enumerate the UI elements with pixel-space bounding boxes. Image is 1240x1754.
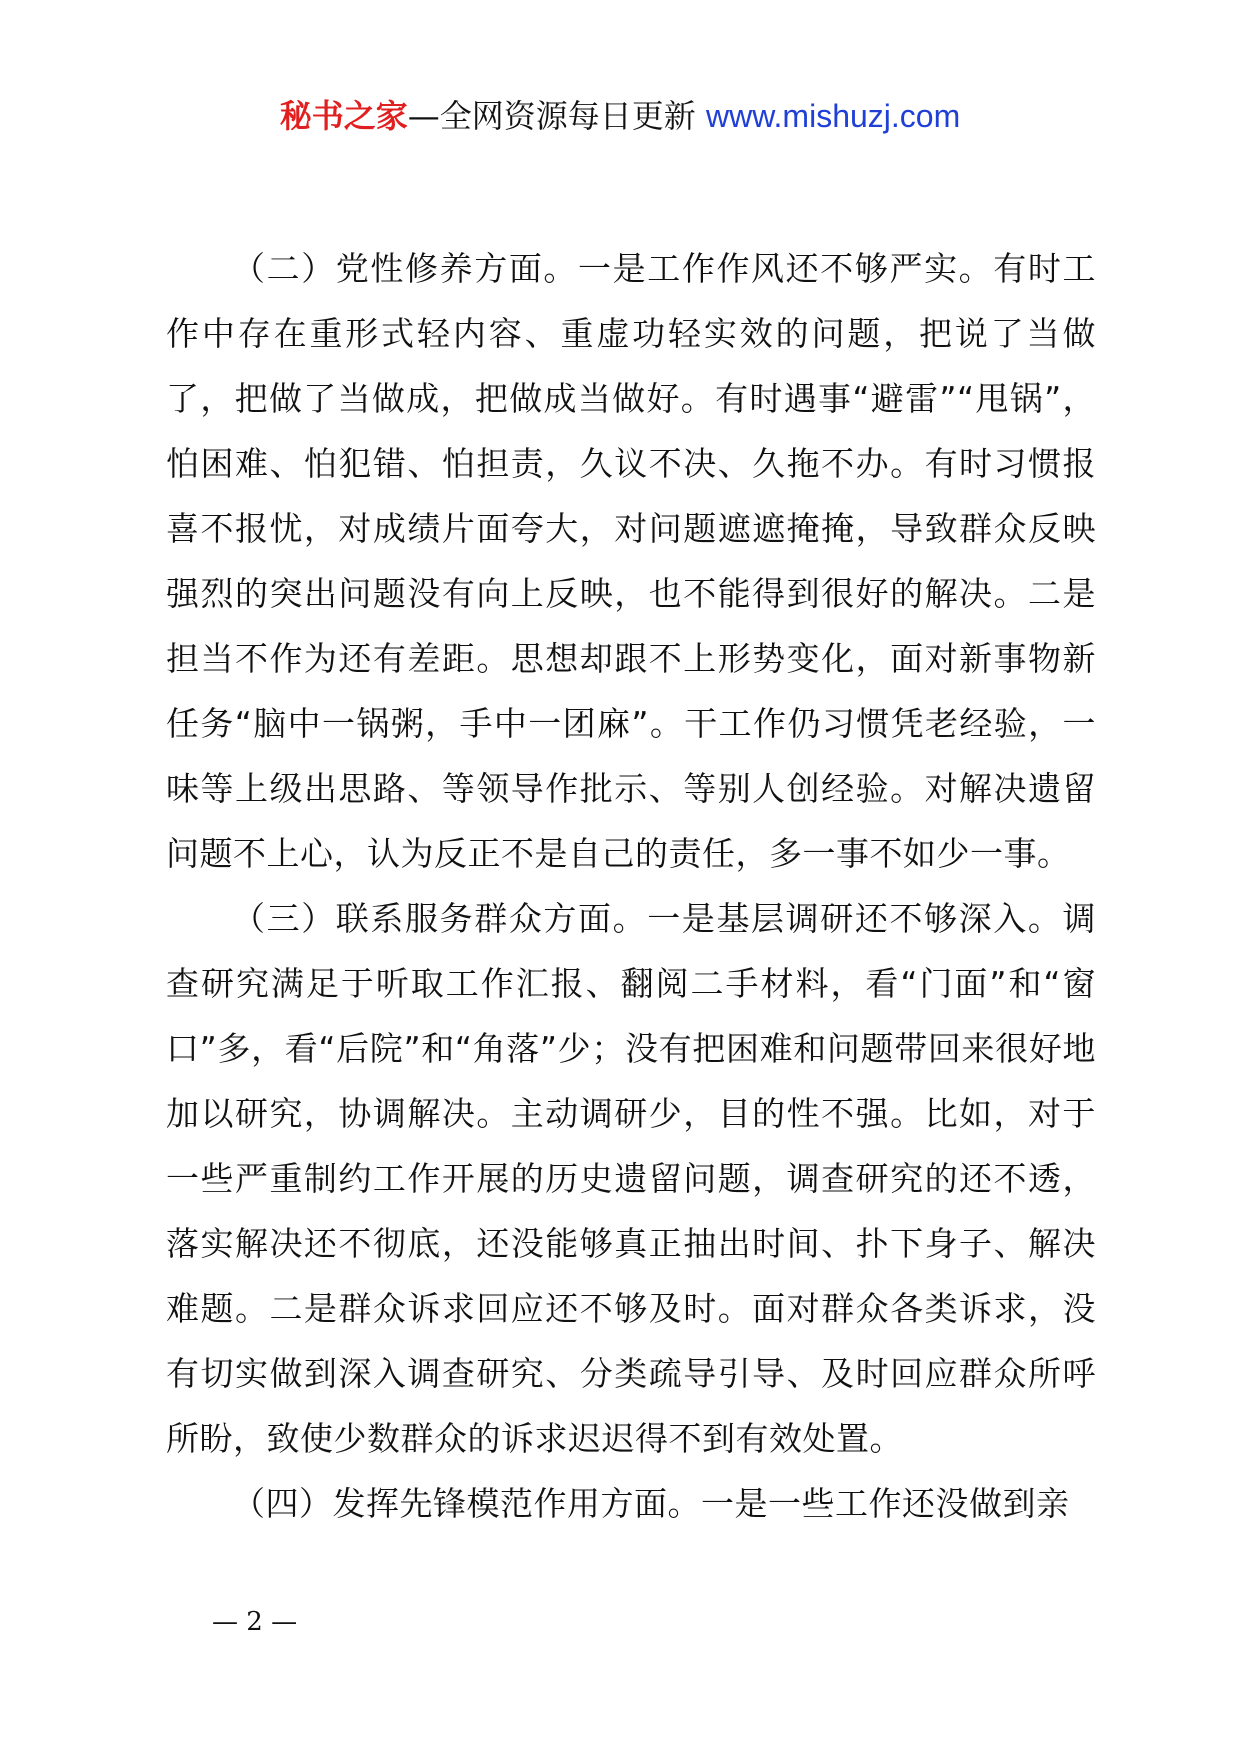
header-slogan: —全网资源每日更新 [407,97,696,135]
document-body [166,236,1096,1536]
page-number: — 2 — [212,1607,298,1637]
paragraph-serving-masses: （三）联系服务群众方面。一是基层调研还不够深入。调查研究满足于听取工作汇报、翻阅二手材料，看“门面”和“窗口”多，看“后院”和“角落”少；没有把困难和问题带回来很好地加以研究，协调解决。主动调研少，目的性不强。比如，对于一些严重制约工作开展的历史遗留问题，调查研究的还不透，落实解决还不彻底，还没能够真正抽出时间、扑下身子、解决难题。二是群众诉求回应还不够及时。面对群众各类诉求，没有切实做到深入调查研究、分类疏导引导、及时回应群众所呼所盼，致使少数群众的诉求迟迟得不到有效处置。 [166,899,1096,1458]
paragraph-vanguard-role: （四）发挥先锋模范作用方面。一是一些工作还没做到亲 [232,1484,1070,1523]
header-brand: 秘书之家 [279,97,408,135]
header-url[interactable]: www.mishuzj.com [705,98,961,134]
page-header [0,96,1240,136]
paragraph-party-spirit: （二）党性修养方面。一是工作作风还不够严实。有时工作中存在重形式轻内容、重虚功轻实效的问题，把说了当做了，把做了当做成，把做成当做好。有时遇事“避雷”“甩锅”，怕困难、怕犯错、怕担责，久议不决、久拖不办。有时习惯报喜不报忧，对成绩片面夸大，对问题遮遮掩掩，导致群众反映强烈的突出问题没有向上反映，也不能得到很好的解决。二是担当不作为还有差距。思想却跟不上形势变化，面对新事物新任务“脑中一锅粥，手中一团麻”。干工作仍习惯凭老经验，一味等上级出思路、等领导作批示、等别人创经验。对解决遗留问题不上心，认为反正不是自己的责任，多一事不如少一事。 [166,249,1096,873]
